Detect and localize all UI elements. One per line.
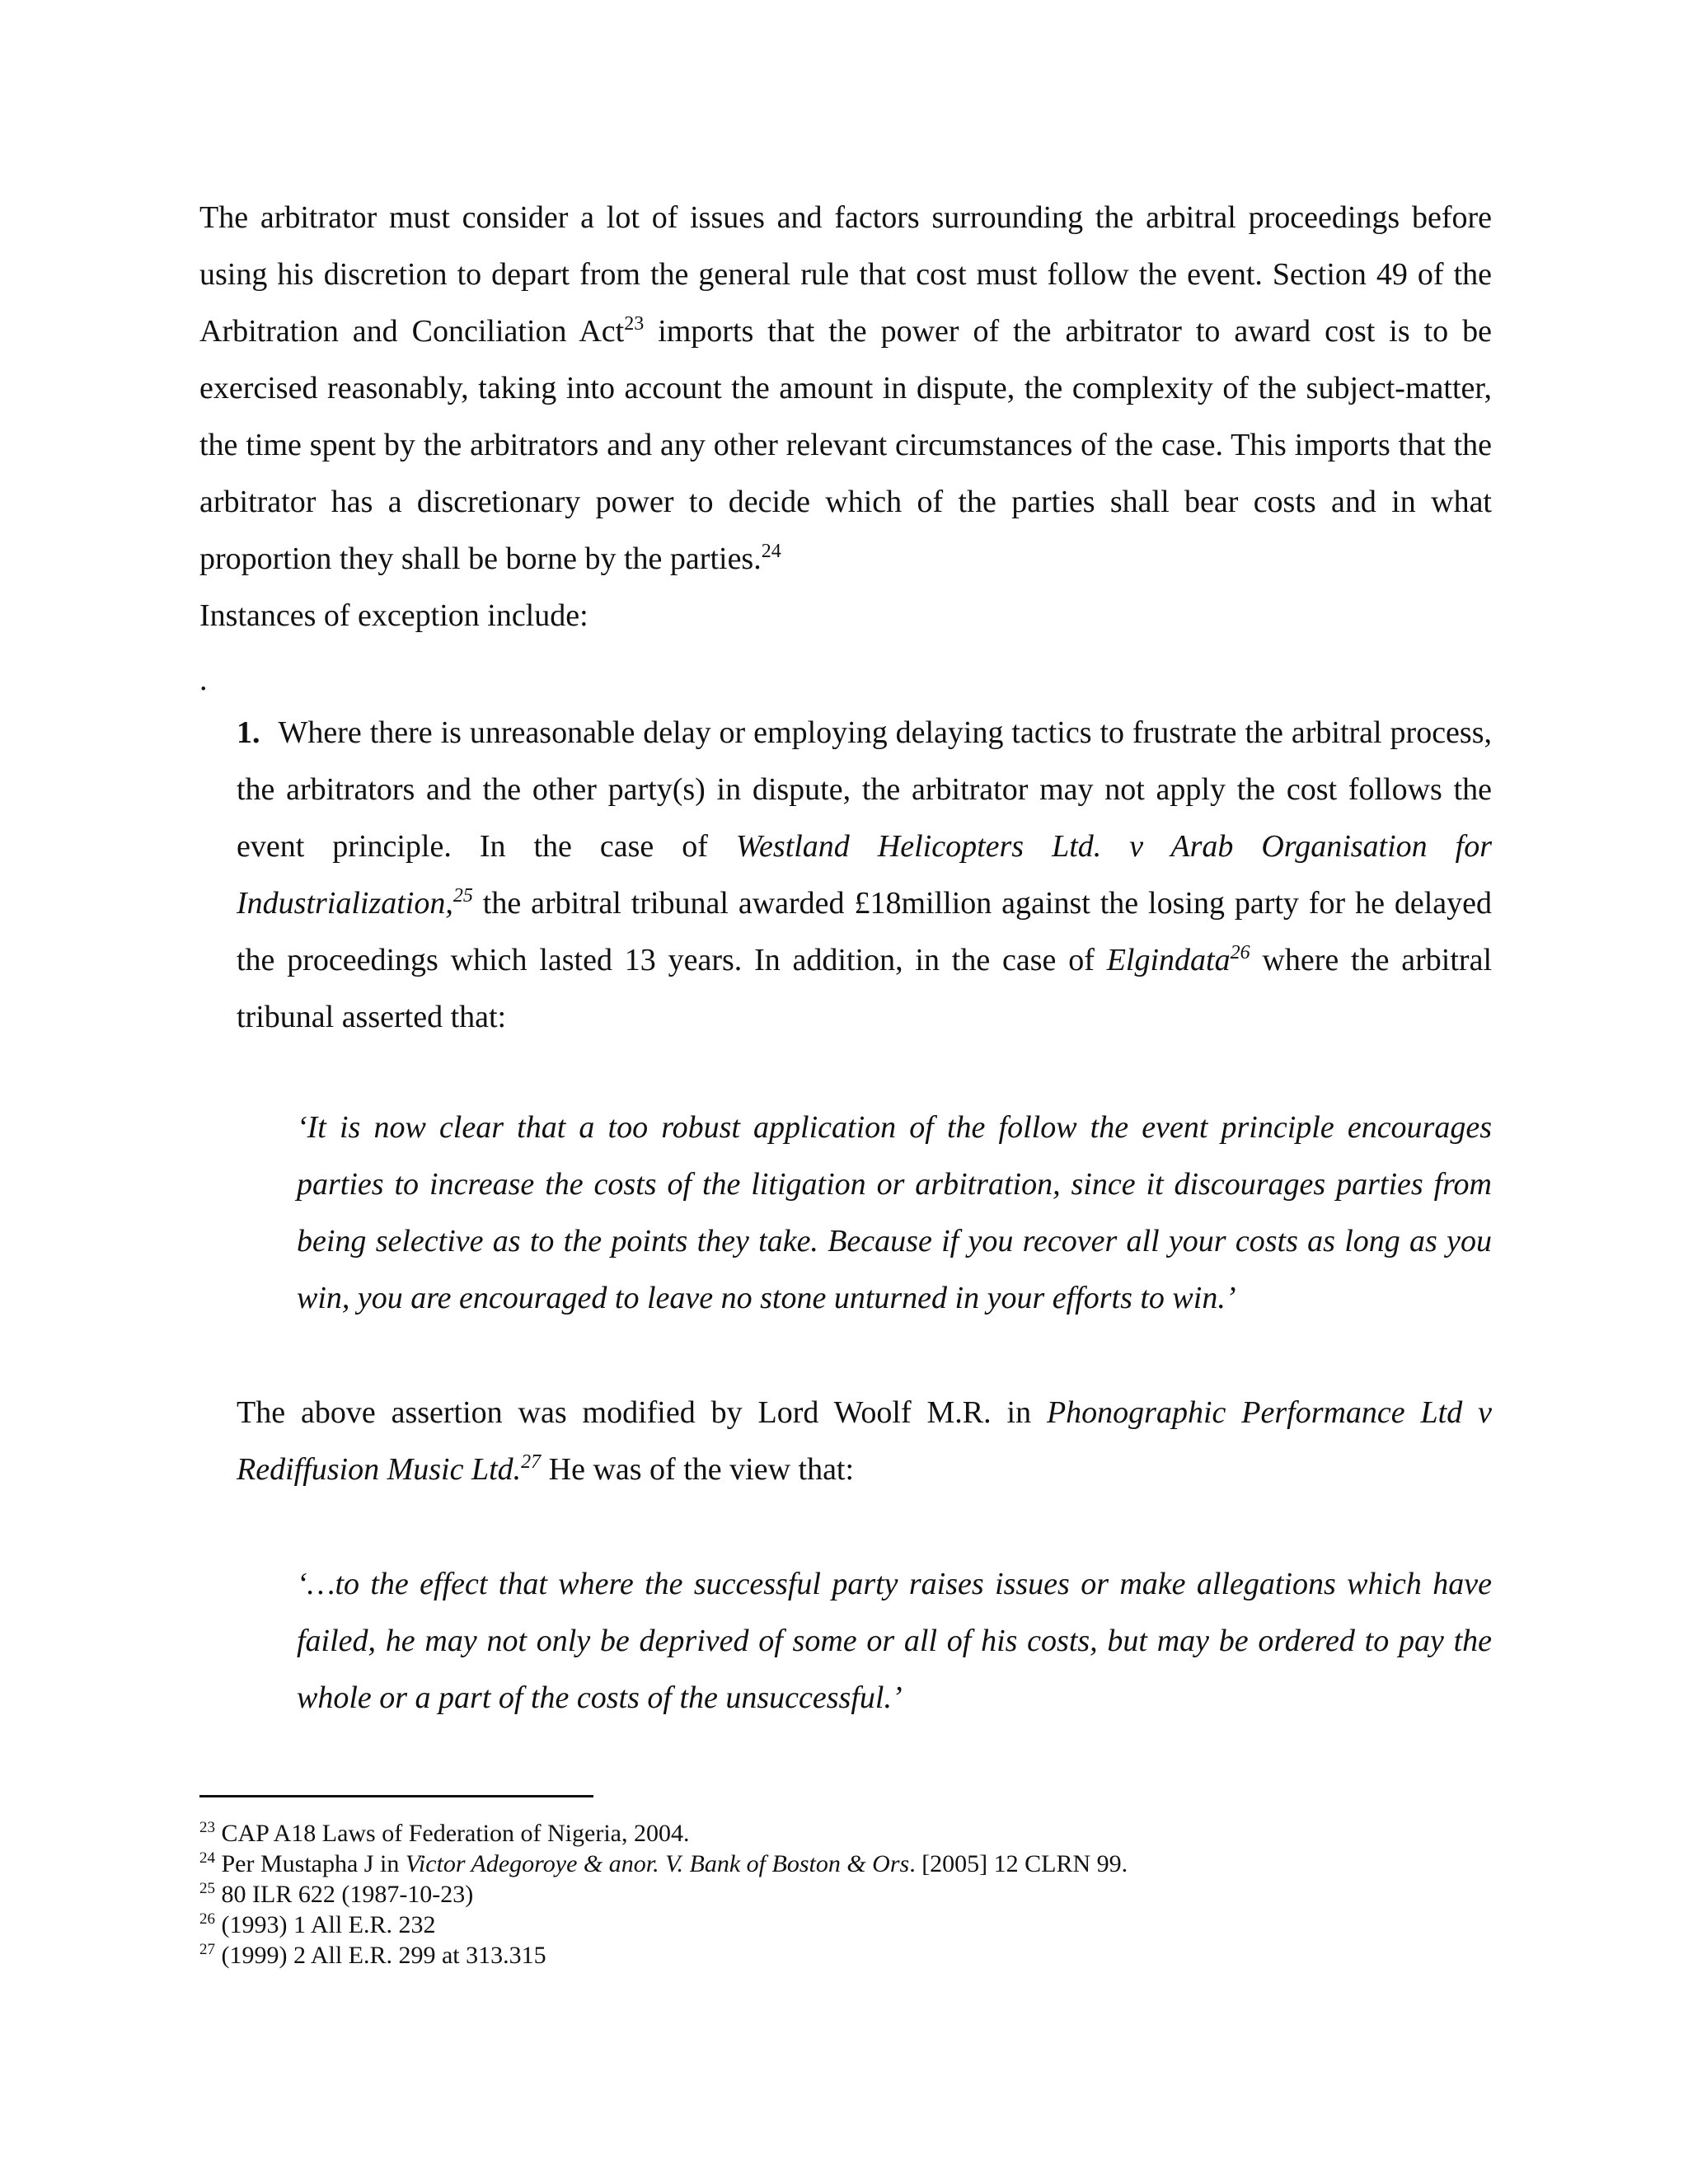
- footnote-number: 23: [199, 1819, 215, 1836]
- paragraph-text: the arbitral tribunal awarded £18million against the losing party for he delayed the proceedings which lasted 13 years. In addition, in the case of: [237, 886, 1492, 977]
- paragraph-text: The arbitrator must consider a lot of issues and factors surrounding the arbitral proceedings before using his discretion to depart from the general rule that cost must follow the event. Section 49 of the Arbitration and Conciliation Act: [199, 200, 1492, 349]
- list-item-number: 1.: [237, 715, 260, 750]
- case-name: Elgindata: [1106, 943, 1231, 977]
- paragraph-text: where the arbitral tribunal asserted that:: [237, 943, 1493, 1034]
- footnote-text: 80 ILR 622 (1987-10-23): [215, 1881, 474, 1908]
- footnote-text: (1993) 1 All E.R. 232: [215, 1911, 436, 1938]
- footnote-reference: 25: [452, 885, 473, 907]
- case-name: Phonographic Performance Ltd v Rediffusion Music Ltd.: [237, 1395, 1492, 1487]
- footnote-text: (1999) 2 All E.R. 299 at 313.315: [215, 1942, 546, 1969]
- paragraph-text: He was of the view that:: [541, 1452, 855, 1487]
- case-name: Westland Helicopters Ltd. v Arab Organisation for Industrialization,: [237, 829, 1492, 921]
- footnote-reference: 26: [1230, 942, 1250, 963]
- footnote-number: 25: [199, 1880, 215, 1897]
- body-paragraph: [237, 1385, 1492, 1498]
- footnote: [199, 1818, 1492, 1849]
- paragraph-text: Where there is unreasonable delay or employing delaying tactics to frustrate the arbitral process, the arbitrators and the other party(s) in dispute, the arbitrator may not apply the cost follows the event principle. In the case of: [237, 715, 1492, 864]
- footnote-number: 24: [199, 1849, 215, 1867]
- footnote-text: CAP A18 Laws of Federation of Nigeria, 2004.: [215, 1820, 690, 1847]
- footnote-separator: [199, 1795, 593, 1797]
- footnote-reference: 23: [624, 313, 645, 335]
- footnote-text: Per Mustapha J in: [215, 1850, 406, 1877]
- list-item: [237, 705, 1492, 1046]
- footnotes: [199, 1818, 1492, 1971]
- footnote: [199, 1910, 1492, 1940]
- footnote-reference: 27: [521, 1451, 542, 1473]
- footnote-number: 26: [199, 1910, 215, 1928]
- paragraph-text: imports that the power of the arbitrator to award cost is to be exercised reasonably, taking into account the amount in dispute, the complexity of the subject-matter, the time spent by the arbitrators and any other relevant circumstances of the case. This imports that the arbitrator has a discretionary power to decide which of the parties shall bear costs and in what proportion they shall be borne by the parties.: [199, 314, 1492, 576]
- footnote-case-name: Victor Adegoroye & anor. V. Bank of Boston & Ors: [405, 1850, 910, 1877]
- footnote: [199, 1849, 1492, 1879]
- footnote-number: 27: [199, 1941, 215, 1958]
- body-paragraph: [199, 190, 1492, 644]
- footnote: [199, 1940, 1492, 1971]
- footnote: [199, 1879, 1492, 1910]
- block-quote: ‘It is now clear that a too robust application of the follow the event principle encourages parties to increase the costs of the litigation or arbitration, since it discourages parties from being selective as to the points they take. Because if you recover all your costs as long as you win, you are encouraged to leave no stone unturned in your efforts to win.’: [297, 1110, 1492, 1315]
- paragraph-text: The above assertion was modified by Lord Woolf M.R. in: [237, 1395, 1047, 1430]
- footnote-text: . [2005] 12 CLRN 99.: [909, 1850, 1128, 1877]
- paragraph-text: Instances of exception include:: [199, 598, 588, 633]
- stray-dot: .: [199, 663, 208, 697]
- block-quote: ‘…to the effect that where the successful party raises issues or make allegations which have failed, he may not only be deprived of some or all of his costs, but may be ordered to pay the whole or a part of the costs of the unsuccessful.’: [297, 1567, 1492, 1715]
- footnote-reference: 24: [761, 541, 781, 562]
